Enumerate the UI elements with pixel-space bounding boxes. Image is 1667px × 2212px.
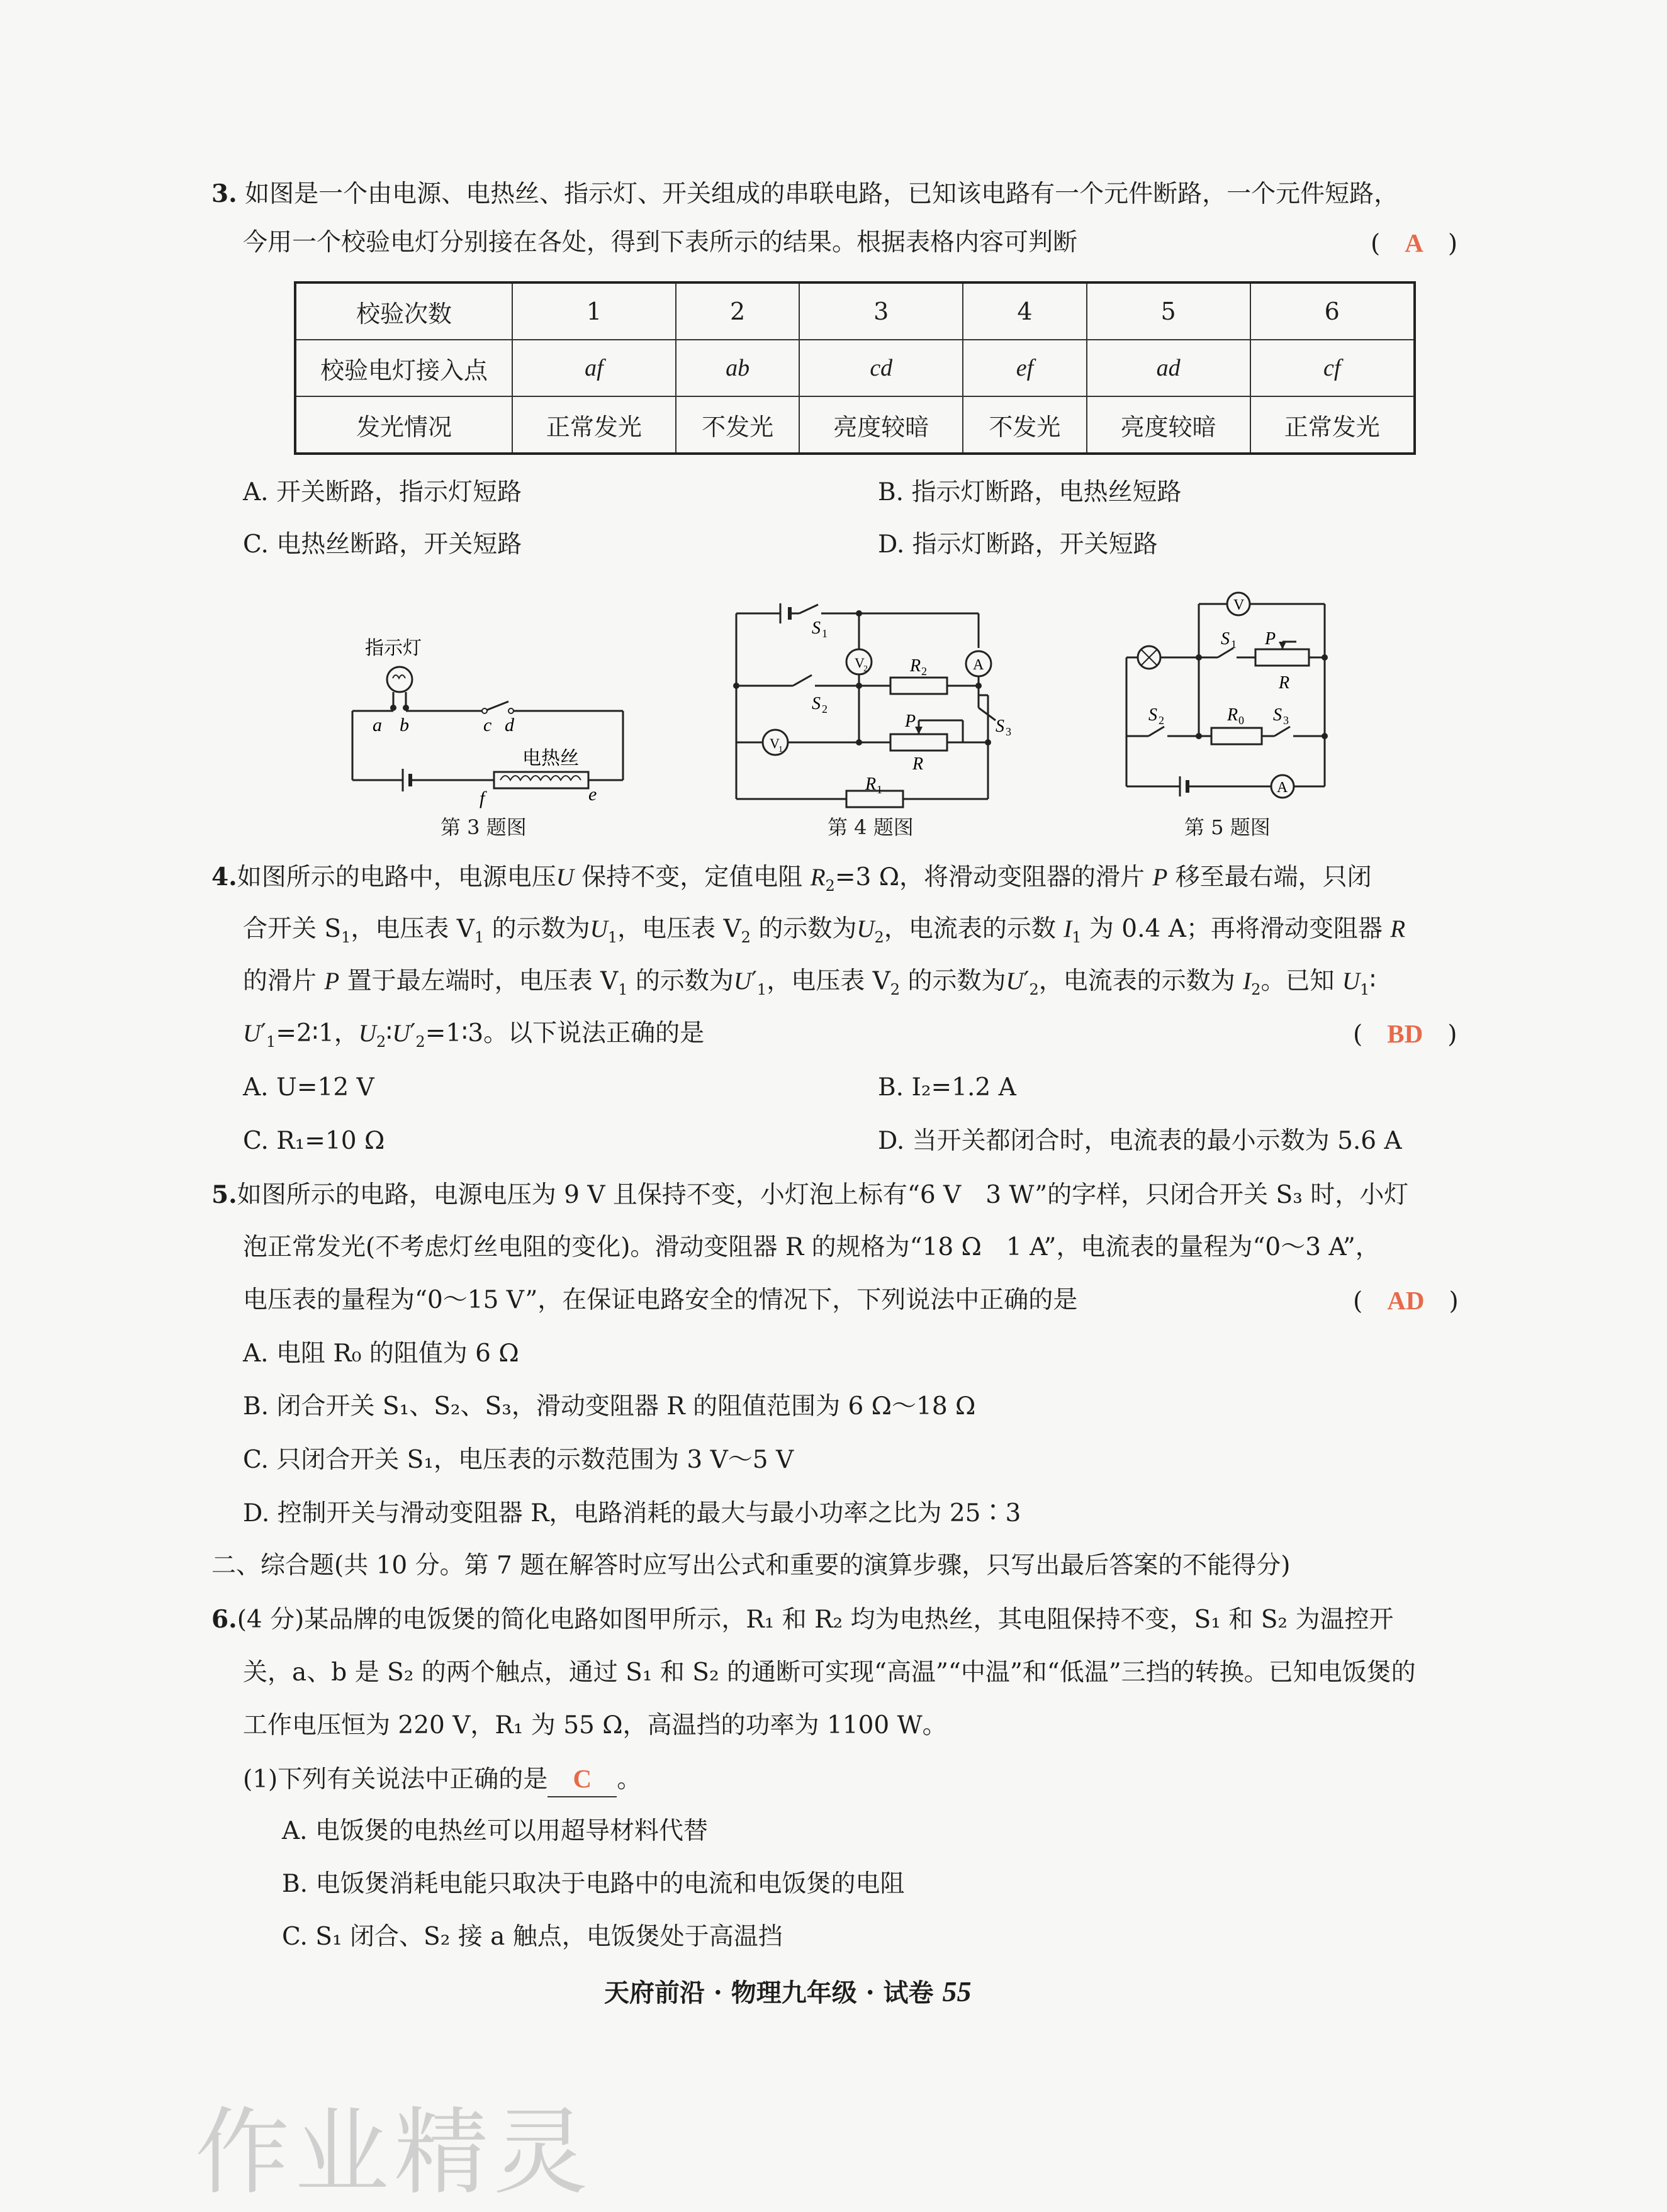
q6-line2: 关，a、b 是 S₂ 的两个触点，通过 S₁ 和 S₂ 的通断可实现“高温”“中温”和“低温”三挡的转换。已知电饭煲的 xyxy=(243,1658,1416,1687)
q3-option-d: D. 指示灯断路，开关短路 xyxy=(878,530,1158,559)
q5-line1: 5.如图所示的电路，电源电压为 9 V 且保持不变，小灯泡上标有“6 V 3 W”的字样，只闭合开关 S₃ 时，小灯 xyxy=(211,1180,1409,1209)
q5-answer: ( AD ) xyxy=(1353,1286,1459,1315)
page-footer: 天府前沿 · 物理九年级 · 试卷 55 xyxy=(604,1975,972,2008)
svg-text:V: V xyxy=(855,655,865,671)
q3-number: 3. xyxy=(211,179,237,208)
svg-text:A: A xyxy=(973,657,984,673)
q5-option-b: B. 闭合开关 S₁、S₂、S₃，滑动变阻器 R 的阻值范围为 6 Ω～18 Ω xyxy=(243,1392,976,1421)
svg-text:A: A xyxy=(1277,779,1288,796)
q4-line3: 的滑片 P 置于最左端时，电压表 $V_1$ 的示数为$U'_1$，电压表 $V_2$ 的示数为$U'_2$，电流表的示数为 $I_2$。已知 $U_1∶$ xyxy=(243,967,1376,998)
q6-option-c: C. S₁ 闭合、S₂ 接 a 触点，电饭煲处于高温挡 xyxy=(282,1923,783,1951)
q5-line3: 电压表的量程为“0～15 V”，在保证电路安全的情况下，下列说法中正确的是 xyxy=(243,1286,1078,1314)
svg-text:c: c xyxy=(483,715,492,735)
q6-option-a: A. 电饭煲的电热丝可以用超导材料代替 xyxy=(282,1817,708,1845)
q6-line1: 6.(4 分)某品牌的电饭煲的简化电路如图甲所示，R₁ 和 R₂ 均为电热丝，其电阻保持不变，S₁ 和 S₂ 为温控开 xyxy=(211,1605,1394,1634)
svg-text:P: P xyxy=(905,712,916,731)
svg-text:S: S xyxy=(812,694,821,713)
svg-text:S: S xyxy=(1221,629,1230,649)
q6-line3: 工作电压恒为 220 V，R₁ 为 55 Ω，高温挡的功率为 1100 W。 xyxy=(243,1711,947,1740)
figure-3-circuit xyxy=(340,635,642,818)
q4-line4: $U'_1=2∶1$，$U_2∶U'_2=1∶3$。以下说法正确的是 xyxy=(243,1019,705,1051)
watermark: 作业精灵 xyxy=(195,2098,593,2208)
q4-option-d: D. 当开关都闭合时，电流表的最小示数为 5.6 A xyxy=(878,1127,1402,1155)
q3-line2: 今用一个校验电灯分别接在各处，得到下表所示的结果。根据表格内容可判断 xyxy=(243,228,1078,257)
svg-text:d: d xyxy=(505,715,514,735)
q5-line2: 泡正常发光(不考虑灯丝电阻的变化)。滑动变阻器 R 的规格为“18 Ω 1 A”，电流表的量程为“0～3 A”， xyxy=(243,1233,1380,1261)
table-row: 发光情况 正常发光 不发光 亮度较暗 不发光 亮度较暗 正常发光 xyxy=(295,396,1415,454)
svg-text:2: 2 xyxy=(1159,714,1164,727)
svg-text:0: 0 xyxy=(1238,714,1244,727)
svg-text:1: 1 xyxy=(877,783,882,796)
figure-4-caption: 第 4 题图 xyxy=(828,815,914,839)
svg-text:2: 2 xyxy=(822,703,828,715)
svg-text:P: P xyxy=(1265,629,1276,649)
svg-text:电热丝: 电热丝 xyxy=(522,748,579,769)
q6-sub1-answer: C xyxy=(573,1764,592,1793)
q6-option-b: B. 电饭煲消耗电能只取决于电路中的电流和电饭煲的电阻 xyxy=(282,1870,905,1898)
q4-option-a: A. U=12 V xyxy=(243,1073,374,1102)
table-row: 校验电灯接入点 af ab cd ef ad cf xyxy=(295,340,1415,396)
svg-text:R: R xyxy=(1227,705,1238,725)
svg-text:S: S xyxy=(1273,705,1282,725)
q5-option-c: C. 只闭合开关 S₁，电压表的示数范围为 3 V～5 V xyxy=(243,1446,794,1474)
figure-3-caption: 第 3 题图 xyxy=(441,815,527,839)
q4-line1: 4.如图所示的电路中，电源电压U 保持不变，定值电阻 $R_2=3$ Ω，将滑动变阻器的滑片 P 移至最右端，只闭 xyxy=(211,863,1372,895)
section-2-heading: 二、综合题(共 10 分。第 7 题在解答时应写出公式和重要的演算步骤，只写出最后答案的不能得分) xyxy=(211,1551,1291,1580)
q3-line1: 3. 如图是一个由电源、电热丝、指示灯、开关组成的串联电路，已知该电路有一个元件断路，一个元件短路， xyxy=(211,179,1399,208)
svg-text:S: S xyxy=(1148,705,1157,725)
svg-text:V: V xyxy=(770,735,780,751)
q5-option-a: A. 电阻 R₀ 的阻值为 6 Ω xyxy=(243,1339,519,1368)
figure-5-caption: 第 5 题图 xyxy=(1184,815,1271,839)
svg-text:f: f xyxy=(480,788,485,808)
figure-4-circuit xyxy=(724,601,1032,812)
svg-text:a: a xyxy=(373,715,382,735)
svg-text:3: 3 xyxy=(1006,725,1011,738)
svg-text:1: 1 xyxy=(778,745,783,754)
svg-text:2: 2 xyxy=(921,665,927,678)
table-row: 校验次数 1 2 3 4 5 6 xyxy=(295,282,1415,340)
q3-option-c: C. 电热丝断路，开关短路 xyxy=(243,530,522,559)
q4-answer: ( BD ) xyxy=(1353,1019,1457,1049)
svg-text:S: S xyxy=(812,618,821,638)
svg-text:1: 1 xyxy=(1231,638,1237,651)
svg-text:3: 3 xyxy=(1283,714,1289,727)
svg-text:指示灯: 指示灯 xyxy=(365,638,422,659)
q4-line2: 合开关 $S_1$，电压表 $V_1$ 的示数为$U_1$，电压表 $V_2$ 的示数为$U_2$，电流表的示数 $I_1$ 为 0.4 A；再将滑动变阻器 R xyxy=(243,915,1406,946)
page-number: 55 xyxy=(942,1975,972,2008)
figure-5-circuit xyxy=(1114,579,1353,812)
svg-text:R: R xyxy=(910,656,921,676)
svg-text:2: 2 xyxy=(863,664,868,674)
svg-text:S: S xyxy=(996,717,1004,736)
q3-option-b: B. 指示灯断路，电热丝短路 xyxy=(878,478,1182,506)
q4-option-b: B. I₂=1.2 A xyxy=(878,1073,1016,1102)
svg-text:R: R xyxy=(912,754,924,774)
svg-text:V: V xyxy=(1233,597,1245,613)
q4-option-c: C. R₁=10 Ω xyxy=(243,1127,385,1155)
svg-text:R: R xyxy=(1279,673,1290,693)
svg-text:b: b xyxy=(400,715,409,735)
svg-text:1: 1 xyxy=(822,627,828,640)
q3-option-a: A. 开关断路，指示灯短路 xyxy=(243,478,522,506)
svg-text:R: R xyxy=(865,774,877,794)
q3-table xyxy=(294,281,1416,455)
q6-sub1: (1)下列有关说法中正确的是 C 。 xyxy=(243,1762,641,1797)
svg-text:e: e xyxy=(588,784,597,805)
q5-option-d: D. 控制开关与滑动变阻器 R，电路消耗的最大与最小功率之比为 25∶3 xyxy=(243,1499,1021,1528)
q3-answer: ( A ) xyxy=(1371,228,1458,258)
